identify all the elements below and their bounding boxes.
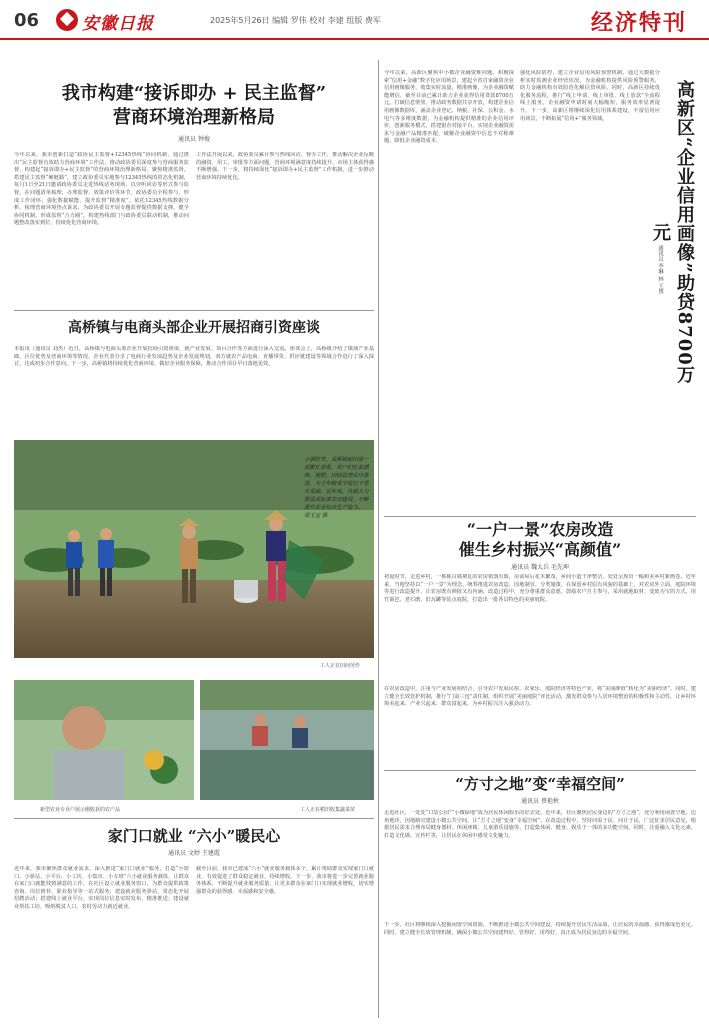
article1-body-col2: 工作法开展以来，政协委员累计参与热线回访、督办工作，推动解决企业反映的融资、用工、审批等方面问题，营商环境满意度持续提升，市场主体获得感不断增强。下一步，将持续深化“接诉即办+民主监督”工作机制，进一步推动营商环境持续优化。 [196,152,374,181]
article6-body-col2: 截至目前，我市已建成“六小”就业服务载体多个，累计帮助群众实现家门口就业，有效促进了群众稳定就业、持续增收。下一步，我市将进一步完善就业服务体系，不断提升就业服务质量，让更多群众在家门口实现就业增收，切实增强群众的获得感、幸福感和安全感。 [196,866,374,895]
article4-title-line1: “一户一景”农房改造 [466,520,614,539]
section-title: 经济特刊 [590,11,687,36]
article2-byline: 通讯员 李琳 林 王博 [657,245,663,295]
farmer-photo [14,680,194,800]
newspaper-name: 安徽日报 [82,14,154,34]
article-business-environment [14,82,374,143]
issue-info: 2025年5月26日 编辑 罗伟 校对 李建 组版 费军 [210,16,381,25]
article6-title: 家门口就业 “六小”暖民心 [107,827,281,845]
article1-body-col1: 今年以来，我市创新打造“政协民主监督+12345热线”协同机制，通过推出“民主监督有效助力营商环境”工作法，推动政协委员深度参与营商服务监督，构建起“接诉即办+民主监督”的营商环境治理新格局。聚焦精准监督，搭建民主监督“硬链路”。建立政协委员实地参与12345热线的常态化机制，每月1日至21日邀请政协委员走进热线话务现场，以旁听回访等形式参与监督。在问题清单梳理、办理监督、效果评价等环节，政协委员全程参与，形成工作闭环。强化数据赋能，提升监督“精准度”。依托12345热线数据分析，梳理营商环境热点诉求，为政协委员开展专题监督提供数据支撑。健全协同机制，形成监督“合力圈”。构建热线部门与政协委员联动机制，推动问题整改落实到位，持续优化营商环境。 [14,152,189,227]
photo1-caption: 小满时节，高桥镇稻田里一派繁忙景象，农户们忙着插秧、施肥，田间管理有序推进，为全年粮食丰收打下坚实基础。近年来，该镇大力推进高标准农田建设，不断提升农业综合生产能力。 周玉宝 摄 [304,457,369,519]
farmer-portrait-image [14,680,194,800]
article2-title: 高新区“企业信用画像”助贷8700万元 [650,79,695,385]
article4-body-col2: 在农房改造中，注重与产业发展相结合，引导农户发展民宿、农家乐、庭院经济等特色产业，将“美丽颜值”转化为“美丽经济”。同时，建立健全长效管护机制，推行“门前三包”责任制，组织开展“美丽庭院”评比活动，激发群众参与人居环境整治的积极性和主动性，让乡村环境美起来、产业兴起来、群众富起来，为乡村振兴注入强劲动力。 [384,686,696,708]
rice-field-photo [200,680,374,800]
article-happy-space [384,774,696,805]
article5-body-col1: 走进社区，一处处“口袋公园”“小微绿地”成为居民休闲娱乐的好去处。近年来，社区聚焦居民身边的“方寸之地”，充分利用闲置空地、边角地块，因地制宜建设小微公共空间，让“方寸之地”变身“幸福空间”。在改造过程中，坚持问需于民、问计于民，广泛征求居民意见，根据居民需求合理布局健身器材、休闲座椅、儿童游乐设施等，打造集休闲、健身、娱乐于一体的多功能空间。同时，注重融入文化元素，打造文化墙、宣传栏等，让居民在休闲中感受文化魅力。 [384,810,696,839]
divider [384,770,696,771]
masthead [0,0,709,40]
article-rural-housing [384,520,696,571]
photo2-caption: 新型农业专业户展示刚收获的农产品 [40,807,121,813]
article1-title-line2: 营商环境治理新格局 [113,107,275,128]
page-number: 06 [14,10,40,31]
article3-body: 本报讯（通讯员 刘杰）近日，高桥镇与电商头部企业开展招商引资座谈，就产业发展、项目合作等方面进行深入交流。座谈会上，高桥镇介绍了镇域产业基础、区位优势及营商环境等情况，企业代表分享了电商行业发展趋势及企业发展规划，双方就农产品电商、直播带货、供应链建设等领域合作进行了深入探讨，达成初步合作意向。下一步，高桥镇将持续优化营商环境，做好企业服务保障，推动合作项目早日落地见效。 [14,346,374,368]
column-separator [378,60,379,1018]
article4-title-line2: 催生乡村振兴“高颜值” [458,540,622,559]
divider [14,310,374,311]
article6-byline: 通讯员 文婷 王建霞 [168,850,220,857]
article3-title: 高桥镇与电商头部企业开展招商引资座谈 [68,320,320,336]
article5-byline: 通讯员 蔡艳秋 [521,798,559,805]
article4-body-col1: 初夏时节，走进乡村，一栋栋白墙黛瓦的农房错落有致，房前屋后花木繁茂，乡间小道干净整洁，处处呈现出一幅和美乡村新画卷。近年来，当地坚持以“一户一景”为理念，统筹推进农房改造，因地制宜、分类施策，在保留乡村原有风貌的基础上，对农房外立面、庭院环境等进行改造提升，让农房既有颜值又有内涵。改造过程中，充分尊重群众意愿，鼓励农户自主参与，采用就地取材、变废为宝的方式，用竹篱笆、老石磨、旧瓦罐等装点庭院，打造出一批各具特色的美丽庭院。 [384,574,696,603]
article4-byline: 通讯员 魏太兵 毛先坤 [511,564,569,571]
divider [384,516,696,517]
photo2-caption-right: 工人正在稻田收集蔬菜苗 [300,807,356,813]
article5-body-col2: 下一步，社区将继续深入挖掘闲置空间资源，不断推进小微公共空间建设，持续提升居民生活品质，让居民的幸福感、获得感成色更足。同时，建立健全长效管理机制，确保小微公共空间建得好、管得好、用得好，真正成为居民身边的幸福空间。 [384,922,696,936]
article5-title: “方寸之地”变“幸福空间” [455,775,625,793]
article2-body-col2: 强化风险防控，建立企业信用风险预警机制，通过大数据分析实时监测企业经营状况，为金融机构提供风险预警服务，助力金融机构有效防范化解信贷风险。同时，高新区持续优化服务流程，推行“线上申请、线上审批、线上放款”全流程线上服务，企业融资申请时间大幅缩短，服务效率显著提升。下一步，高新区将继续深化信用体系建设，丰富信用应用场景，不断拓展“信用+”服务领域。 [520,70,660,122]
article-investment-talk [14,318,374,338]
photo1-credit: 工人正在田间劳作 [320,663,361,669]
article2-body-col1: 今年以来，高新区聚焦中小微企业融资难问题，积极探索“信用+金融”数字化应用场景，建起全省首家融资企业信用画像服务，收集实时流量，精准画像，为企业融资赋能增信，截至目前已累计助力企业获得信用贷款8700万元。打破信息壁垒，推动政务数据共享开放，构建企业信用画像数据库，涵盖企业登记、纳税、社保、公积金、水电气等多维度数据，为金融机构提供精准的企业信用评价。创新服务模式，搭建银企对接平台，实现企业融资需求与金融产品精准匹配，破解企业融资中信息不对称难题，降低企业融资成本。 [384,70,514,145]
article-local-employment [14,826,374,857]
article1-title-line1: 我市构建“接诉即办 + 民主监督” [61,83,327,104]
article6-body-col1: 近年来，我市聚焦群众就业需求，深入推进“家门口就业”服务，打造“小窗口、小驿站、小平台、小工坊、小集市、小专班”六小就业服务载体，让群众在家门口就能找到满意的工作。在社区设立就业服务窗口，为群众提供政策咨询、岗位推荐、职业指导等一站式服务；建设就业服务驿站，常态化开展招聘活动；搭建线上就业平台，实现岗位信息实时发布、精准推送；建设就业帮扶工坊，吸纳脱贫人口、农村劳动力就近就业。 [14,866,189,910]
divider [14,818,374,819]
newspaper-logo-icon [56,9,78,31]
article1-byline: 通讯员 钟俊 [178,136,210,143]
rice-field-image [200,680,374,800]
